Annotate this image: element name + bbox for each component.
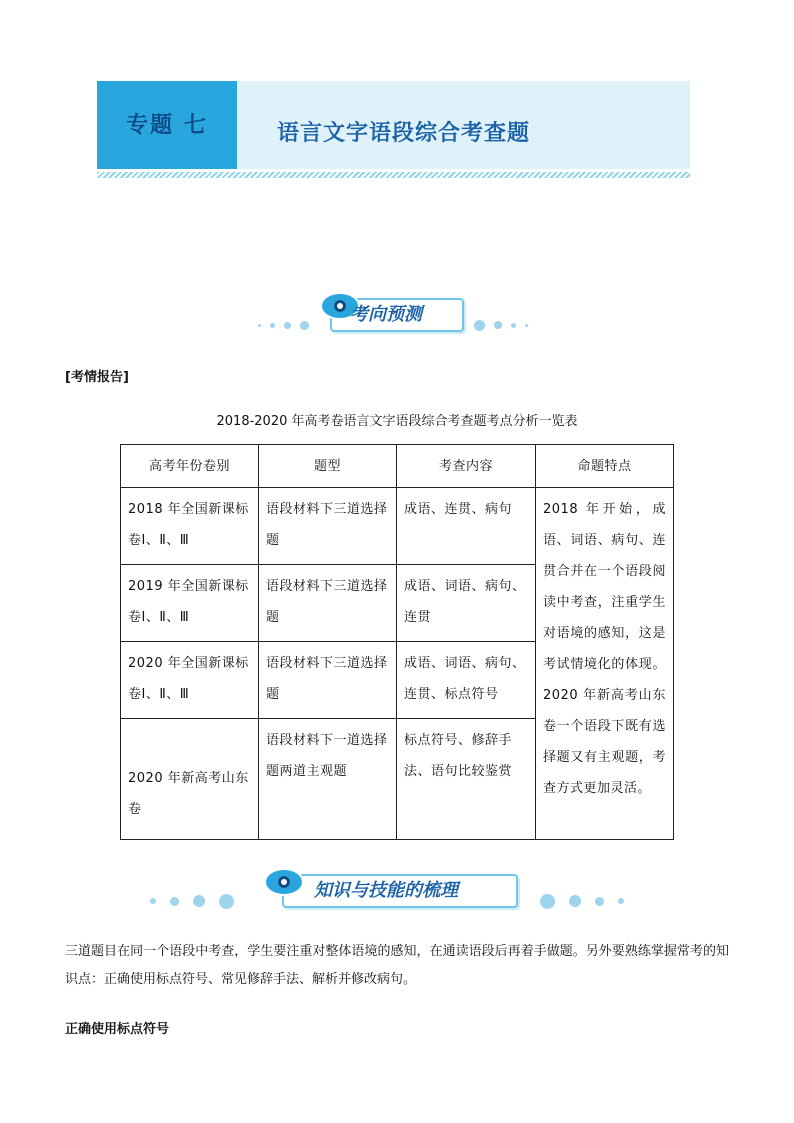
cell-type: 语段材料下一道选择题两道主观题 [259,718,397,839]
cell-year: 2020 年全国新课标卷Ⅰ、Ⅱ、Ⅲ [121,641,259,718]
section-header-forecast [0,290,794,340]
cell-year: 2019 年全国新课标卷Ⅰ、Ⅱ、Ⅲ [121,565,259,642]
topic-banner [97,81,690,169]
column-header: 题型 [259,445,397,488]
cell-content: 标点符号、修辞手法、语句比较鉴赏 [397,718,536,839]
column-header: 考查内容 [397,445,536,488]
table-caption: 2018-2020 年高考卷语言文字语段综合考查题考点分析一览表 [216,414,578,429]
section-header-knowledge [0,866,794,916]
banner-divider [97,172,690,178]
section-pill [282,874,518,908]
section-title: 知识与技能的梳理 [314,880,458,901]
subheading: 正确使用标点符号 [65,1022,170,1037]
cell-type: 语段材料下三道选择题 [259,488,397,565]
decorative-dots-left [150,894,234,908]
decorative-dots-right [540,894,624,908]
eye-icon [264,868,304,896]
intro-paragraph: 三道题目在同一个语段中考查，学生要注重对整体语境的感知，在通读语段后再着手做题。另外要熟练掌握常考的知识点：正确使用标点符号、常见修辞手法、解析并修改病句。 [65,944,729,987]
report-label: [考情报告] [65,370,129,385]
analysis-table [120,444,674,840]
decorative-dots-right [474,318,528,332]
section-pill [330,298,464,332]
table-header-row [121,445,674,488]
section-title: 考向预测 [350,304,422,325]
decorative-dots-left [258,318,309,332]
cell-type: 语段材料下三道选择题 [259,641,397,718]
cell-type: 语段材料下三道选择题 [259,565,397,642]
column-header: 高考年份卷别 [121,445,259,488]
cell-feature: 2018 年开始，成语、词语、病句、连贯合并在一个语段阅读中考查，注重学生对语境的感知，这是考试情境化的体现。2020 年新高考山东卷一个语段下既有选择题又有主观题，考查方式更加灵活。 [536,488,674,840]
table-row [121,488,674,565]
cell-content: 成语、词语、病句、连贯、标点符号 [397,641,536,718]
cell-year: 2018 年全国新课标卷Ⅰ、Ⅱ、Ⅲ [121,488,259,565]
cell-content: 成语、词语、病句、连贯 [397,565,536,642]
topic-tag: 专题 七 [97,81,237,169]
cell-content: 成语、连贯、病句 [397,488,536,565]
topic-title: 语言文字语段综合考查题 [277,120,531,146]
cell-year: 2020 年新高考山东卷 [121,718,259,839]
column-header: 命题特点 [536,445,674,488]
